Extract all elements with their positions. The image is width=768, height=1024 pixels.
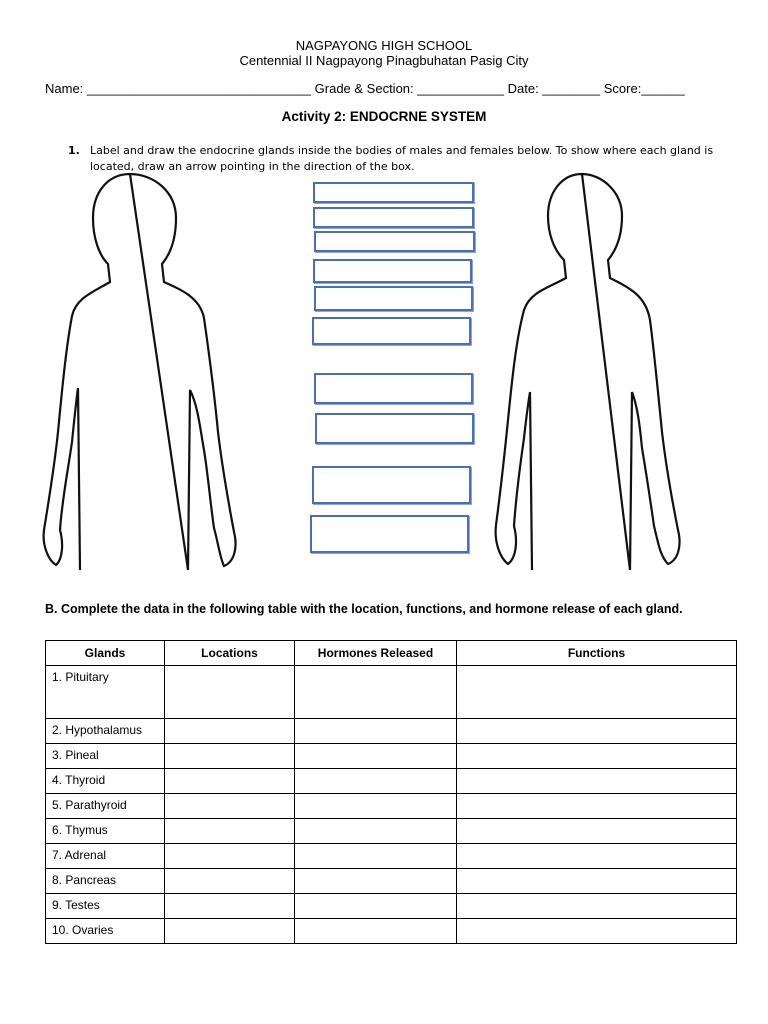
section-b-instruction: B. Complete the data in the following table with the location, functions, and hormone release of each gland. [45,602,683,616]
functions-cell[interactable] [457,919,737,944]
gland-name: 3. Pineal [46,744,165,769]
gland-name: 7. Adrenal [46,844,165,869]
instruction-number: 1. [68,144,80,157]
male-body-outline [44,174,236,570]
school-address: Centennial II Nagpayong Pinagbuhatan Pasig City [239,53,529,68]
label-box-9[interactable] [312,466,471,504]
column-header-functions: Functions [457,641,737,666]
glands-table [45,640,737,944]
functions-cell[interactable] [457,666,737,719]
functions-cell[interactable] [457,819,737,844]
column-header-glands: Glands [46,641,165,666]
gland-name: 10. Ovaries [46,919,165,944]
hormones-cell[interactable] [295,744,457,769]
label-box-10[interactable] [310,515,469,553]
gland-name: 2. Hypothalamus [46,719,165,744]
table-row [46,894,737,919]
gland-name: 5. Parathyroid [46,794,165,819]
functions-cell[interactable] [457,769,737,794]
table-header-row [46,641,737,666]
label-box-8[interactable] [315,413,474,444]
functions-cell[interactable] [457,744,737,769]
hormones-cell[interactable] [295,844,457,869]
school-name: NAGPAYONG HIGH SCHOOL [295,38,473,53]
student-info-line: Name: _______________________________ Grade & Section: ____________ Date: ________ Score:______ [45,81,685,96]
hormones-cell[interactable] [295,819,457,844]
location-cell[interactable] [165,919,295,944]
functions-cell[interactable] [457,794,737,819]
table-row [46,869,737,894]
table-row [46,719,737,744]
gland-name: 1. Pituitary [46,666,165,719]
location-cell[interactable] [165,819,295,844]
hormones-cell[interactable] [295,719,457,744]
hormones-cell[interactable] [295,919,457,944]
hormones-cell[interactable] [295,666,457,719]
table-row [46,919,737,944]
gland-name: 6. Thymus [46,819,165,844]
body-diagram [38,170,738,572]
hormones-cell[interactable] [295,794,457,819]
label-box-6[interactable] [312,317,471,345]
instruction-text: Label and draw the endocrine glands inside the bodies of males and females below. To show where each gland is located, draw an arrow pointing in the direction of the box. [90,144,714,173]
functions-cell[interactable] [457,844,737,869]
table-row [46,769,737,794]
table-row [46,794,737,819]
gland-name: 8. Pancreas [46,869,165,894]
label-box-4[interactable] [313,259,472,283]
location-cell[interactable] [165,719,295,744]
column-header-locations: Locations [165,641,295,666]
functions-cell[interactable] [457,719,737,744]
functions-cell[interactable] [457,869,737,894]
label-box-2[interactable] [313,207,474,228]
table-row [46,819,737,844]
location-cell[interactable] [165,769,295,794]
label-box-1[interactable] [313,182,474,203]
female-body-outline [496,174,680,570]
location-cell[interactable] [165,666,295,719]
location-cell[interactable] [165,894,295,919]
hormones-cell[interactable] [295,769,457,794]
column-header-hormones: Hormones Released [295,641,457,666]
location-cell[interactable] [165,744,295,769]
table-row [46,844,737,869]
table-row [46,744,737,769]
label-box-5[interactable] [314,286,473,311]
gland-name: 4. Thyroid [46,769,165,794]
location-cell[interactable] [165,794,295,819]
activity-title: Activity 2: ENDOCRNE SYSTEM [281,109,487,124]
label-box-7[interactable] [314,373,473,404]
location-cell[interactable] [165,844,295,869]
functions-cell[interactable] [457,894,737,919]
label-box-3[interactable] [314,231,475,252]
hormones-cell[interactable] [295,894,457,919]
hormones-cell[interactable] [295,869,457,894]
table-row [46,666,737,719]
gland-name: 9. Testes [46,894,165,919]
location-cell[interactable] [165,869,295,894]
